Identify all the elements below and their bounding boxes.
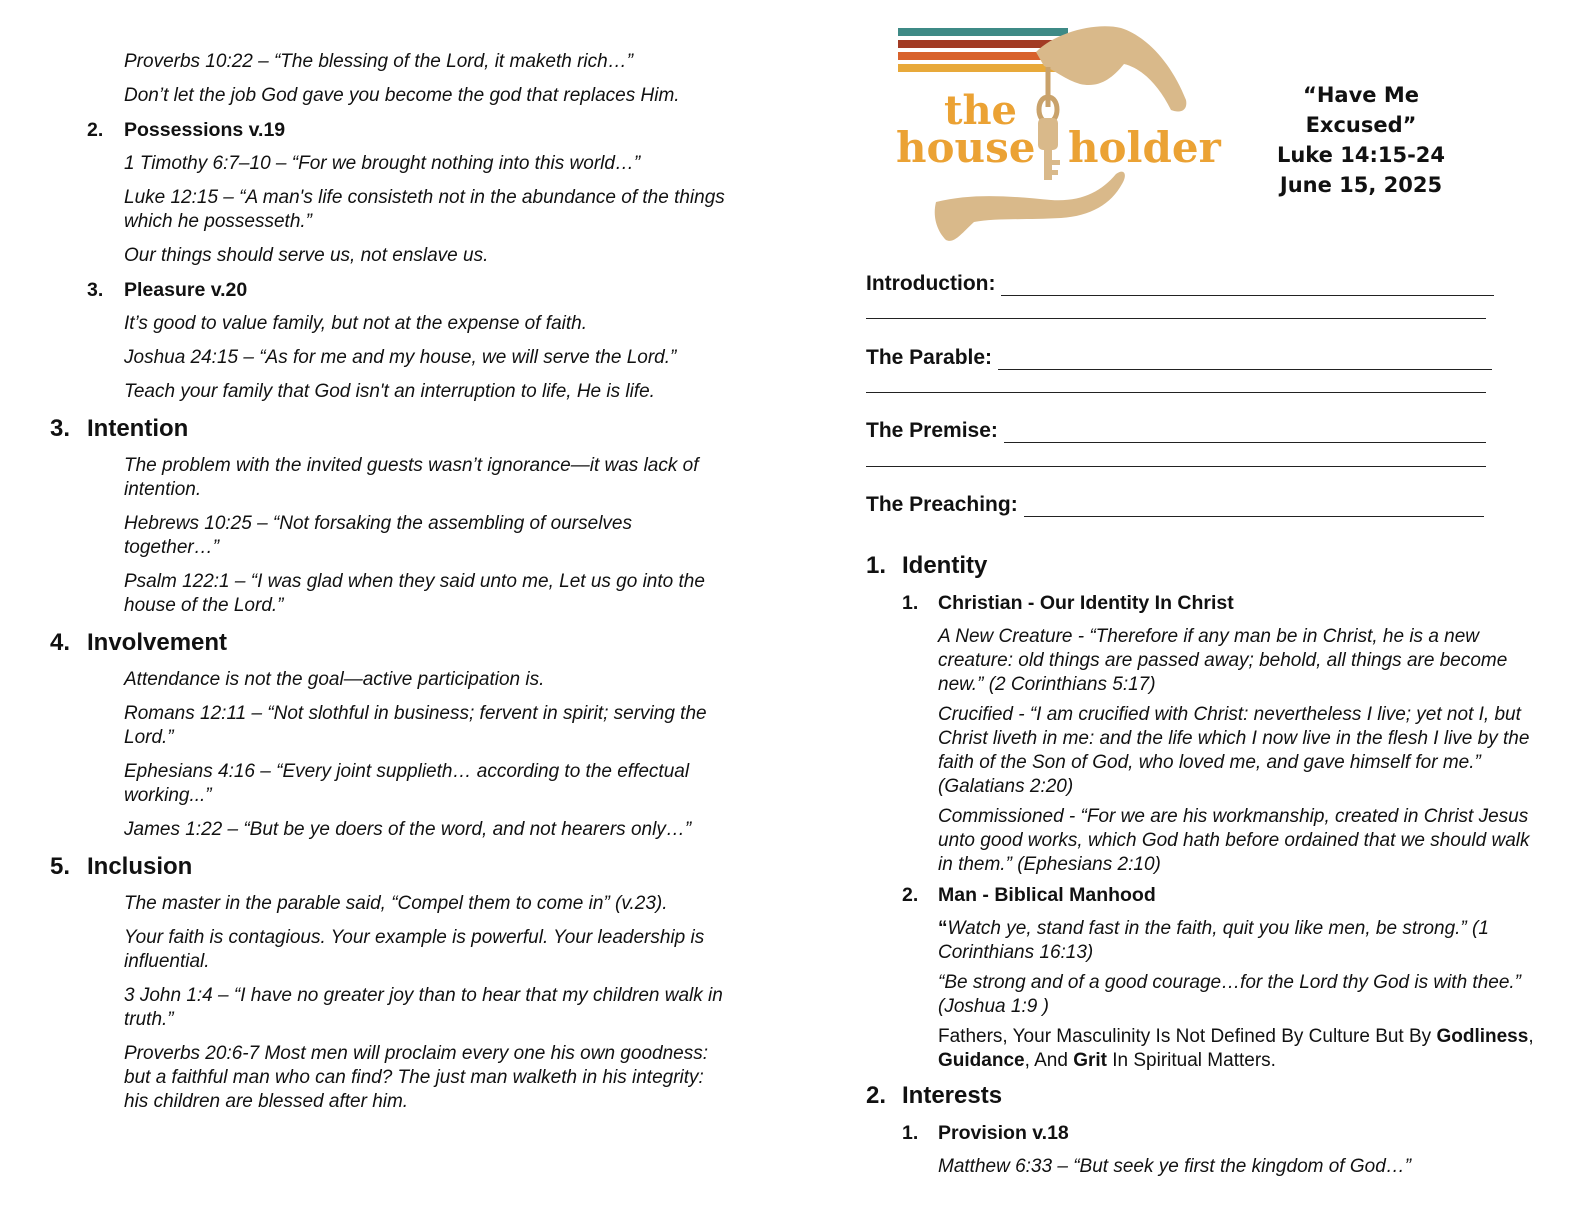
separator: , (1528, 1026, 1534, 1047)
preaching-blank (866, 493, 1484, 517)
note-line: It’s good to value family, but not at the expense of faith. (124, 313, 587, 334)
premise-blank (866, 419, 1486, 443)
subpoint-number: 1. (902, 1122, 919, 1144)
parable-blank (866, 346, 1492, 370)
subpoint-man (902, 883, 1546, 907)
subpoint-title: Provision v.18 (938, 1122, 1069, 1144)
scripture-line: Psalm 122:1 – “I was glad when they said unto me, Let us go into the house of the Lord.” (124, 571, 705, 616)
scripture-line: Joshua 24:15 – “As for me and my house, we will serve the Lord.” (124, 347, 677, 368)
fill-in-line[interactable] (866, 318, 1486, 319)
sermon-date: June 15, 2025 (1279, 173, 1443, 197)
fill-in-line[interactable] (1001, 275, 1494, 296)
separator: , And (1024, 1050, 1074, 1071)
section-involvement (50, 628, 730, 658)
subpoint-title: Christian - Our Identity In Christ (938, 592, 1234, 614)
keyword-godliness: Godliness (1436, 1026, 1529, 1047)
logo-word-house: house (896, 123, 1036, 172)
the-householder-logo (866, 22, 1246, 248)
quote-mark: “ (938, 918, 948, 939)
scripture-line: James 1:22 – “But be ye doers of the word, and not hearers only…” (124, 819, 692, 840)
note-text: In Spiritual Matters. (1106, 1050, 1276, 1071)
blank-label: The Parable: (866, 346, 993, 369)
left-page (50, 50, 730, 1124)
introduction-blank (866, 272, 1494, 296)
scripture-line: A New Creature - “Therefore if any man be in Christ, he is a new creature: old things are passed away; behold, all things are become new.” (2 Corinthians 5:17) (938, 626, 1508, 695)
key-head-icon (1038, 118, 1058, 150)
blank-label: The Preaching: (866, 493, 1018, 516)
logo-stripe (898, 28, 1068, 36)
scripture-line: Romans 12:11 – “Not slothful in business; fervent in spirit; serving the Lord.” (124, 703, 707, 748)
scripture-line: Proverbs 10:22 – “The blessing of the Lord, it maketh rich…” (124, 51, 634, 72)
scripture-line: Commissioned - “For we are his workmanship, created in Christ Jesus unto good works, which God hath before ordained that we should walk in them.” (Ephesians 2:10) (938, 806, 1530, 875)
note-line: Attendance is not the goal—active participation is. (124, 669, 545, 690)
fill-in-line[interactable] (866, 466, 1486, 467)
section-number: 2. (866, 1082, 887, 1109)
sermon-title-block (1246, 80, 1476, 200)
scripture-line (938, 917, 1546, 965)
section-identity (866, 551, 1546, 581)
subpoint-possessions (87, 118, 730, 142)
subpoint-number: 2. (87, 119, 104, 141)
section-number: 1. (866, 552, 887, 579)
subpoint-christian (902, 591, 1546, 615)
fathers-note (938, 1025, 1546, 1073)
scripture-line: Hebrews 10:25 – “Not forsaking the assembling of ourselves together…” (124, 513, 632, 558)
lower-hand-icon (935, 172, 1125, 241)
section-number: 5. (50, 853, 71, 880)
fill-in-line[interactable] (1004, 422, 1486, 443)
section-title: Inclusion (87, 853, 193, 880)
section-title: Identity (902, 552, 988, 579)
key-tooth-icon (1052, 170, 1058, 175)
section-title: Involvement (87, 629, 228, 656)
subpoint-title: Possessions v.19 (124, 119, 286, 141)
subpoint-title: Man - Biblical Manhood (938, 884, 1156, 906)
upper-hand-icon (1036, 26, 1186, 111)
section-title: Intention (87, 415, 189, 442)
scripture-line: Crucified - “I am crucified with Christ: nevertheless I live; yet not I, but Christ liveth in me: and the life which I now live in the flesh I live by the faith of the Son of God, who loved me, and gave himself for me.” (Galatians 2:20) (938, 704, 1530, 797)
scripture-line: 1 Timothy 6:7–10 – “For we brought nothing into this world…” (124, 153, 641, 174)
section-intention (50, 414, 730, 444)
fill-in-line[interactable] (866, 392, 1486, 393)
fill-in-line[interactable] (1024, 496, 1484, 517)
section-inclusion (50, 852, 730, 882)
note-line: Our things should serve us, not enslave us. (124, 245, 489, 266)
key-tooth-icon (1052, 160, 1060, 165)
subpoint-number: 3. (87, 279, 104, 301)
note-line: Teach your family that God isn't an interruption to life, He is life. (124, 381, 655, 402)
scripture-line: 3 John 1:4 – “I have no greater joy than to hear that my children walk in truth.” (124, 985, 723, 1030)
scripture-line: Proverbs 20:6-7 Most men will proclaim every one his own goodness: but a faithful man who can find? The just man walketh in his integrity: his children are blessed after him. (124, 1043, 708, 1112)
scripture-line: Matthew 6:33 – “But seek ye first the kingdom of God…” (938, 1156, 1412, 1177)
scripture-line: “Be strong and of a good courage…for the Lord thy God is with thee.” (Joshua 1:9 ) (938, 972, 1522, 1017)
logo-word-holder: holder (1068, 123, 1221, 172)
subpoint-pleasure (87, 278, 730, 302)
logo-word-the: the (944, 87, 1018, 134)
blank-label: The Premise: (866, 419, 998, 442)
note-line: Don’t let the job God gave you become the god that replaces Him. (124, 85, 680, 106)
note-text: Fathers, Your Masculinity Is Not Defined By Culture But By (938, 1026, 1437, 1047)
subpoint-title: Pleasure v.20 (124, 279, 248, 301)
fill-in-line[interactable] (998, 349, 1492, 370)
note-line: The master in the parable said, “Compel them to come in” (v.23). (124, 893, 668, 914)
keyword-guidance: Guidance (938, 1050, 1025, 1071)
key-ring-icon (1039, 67, 1057, 122)
scripture-line: Ephesians 4:16 – “Every joint supplieth… according to the effectual working...” (124, 761, 690, 806)
blank-label: Introduction: (866, 272, 996, 295)
subpoint-number: 2. (902, 884, 919, 906)
sermon-title: “Have Me Excused” (1303, 83, 1419, 137)
scripture-line: Luke 12:15 – “A man's life consisteth not in the abundance of the things which he possesseth.” (124, 187, 725, 232)
note-line: Your faith is contagious. Your example is powerful. Your leadership is influential. (124, 927, 705, 972)
note-line: The problem with the invited guests wasn’t ignorance—it was lack of intention. (124, 455, 699, 500)
quote-text: Watch ye, stand fast in the faith, quit you like men, be strong.” (1 Corinthians 16:13) (938, 918, 1489, 963)
subpoint-number: 1. (902, 592, 919, 614)
keyword-grit: Grit (1073, 1050, 1107, 1071)
key-blade-icon (1044, 148, 1052, 180)
section-number: 4. (50, 629, 71, 656)
section-title: Interests (902, 1082, 1003, 1109)
section-number: 3. (50, 415, 71, 442)
subpoint-provision (902, 1121, 1546, 1145)
sermon-outline (866, 545, 1546, 1189)
section-interests (866, 1081, 1546, 1111)
sermon-reference: Luke 14:15-24 (1276, 143, 1446, 167)
